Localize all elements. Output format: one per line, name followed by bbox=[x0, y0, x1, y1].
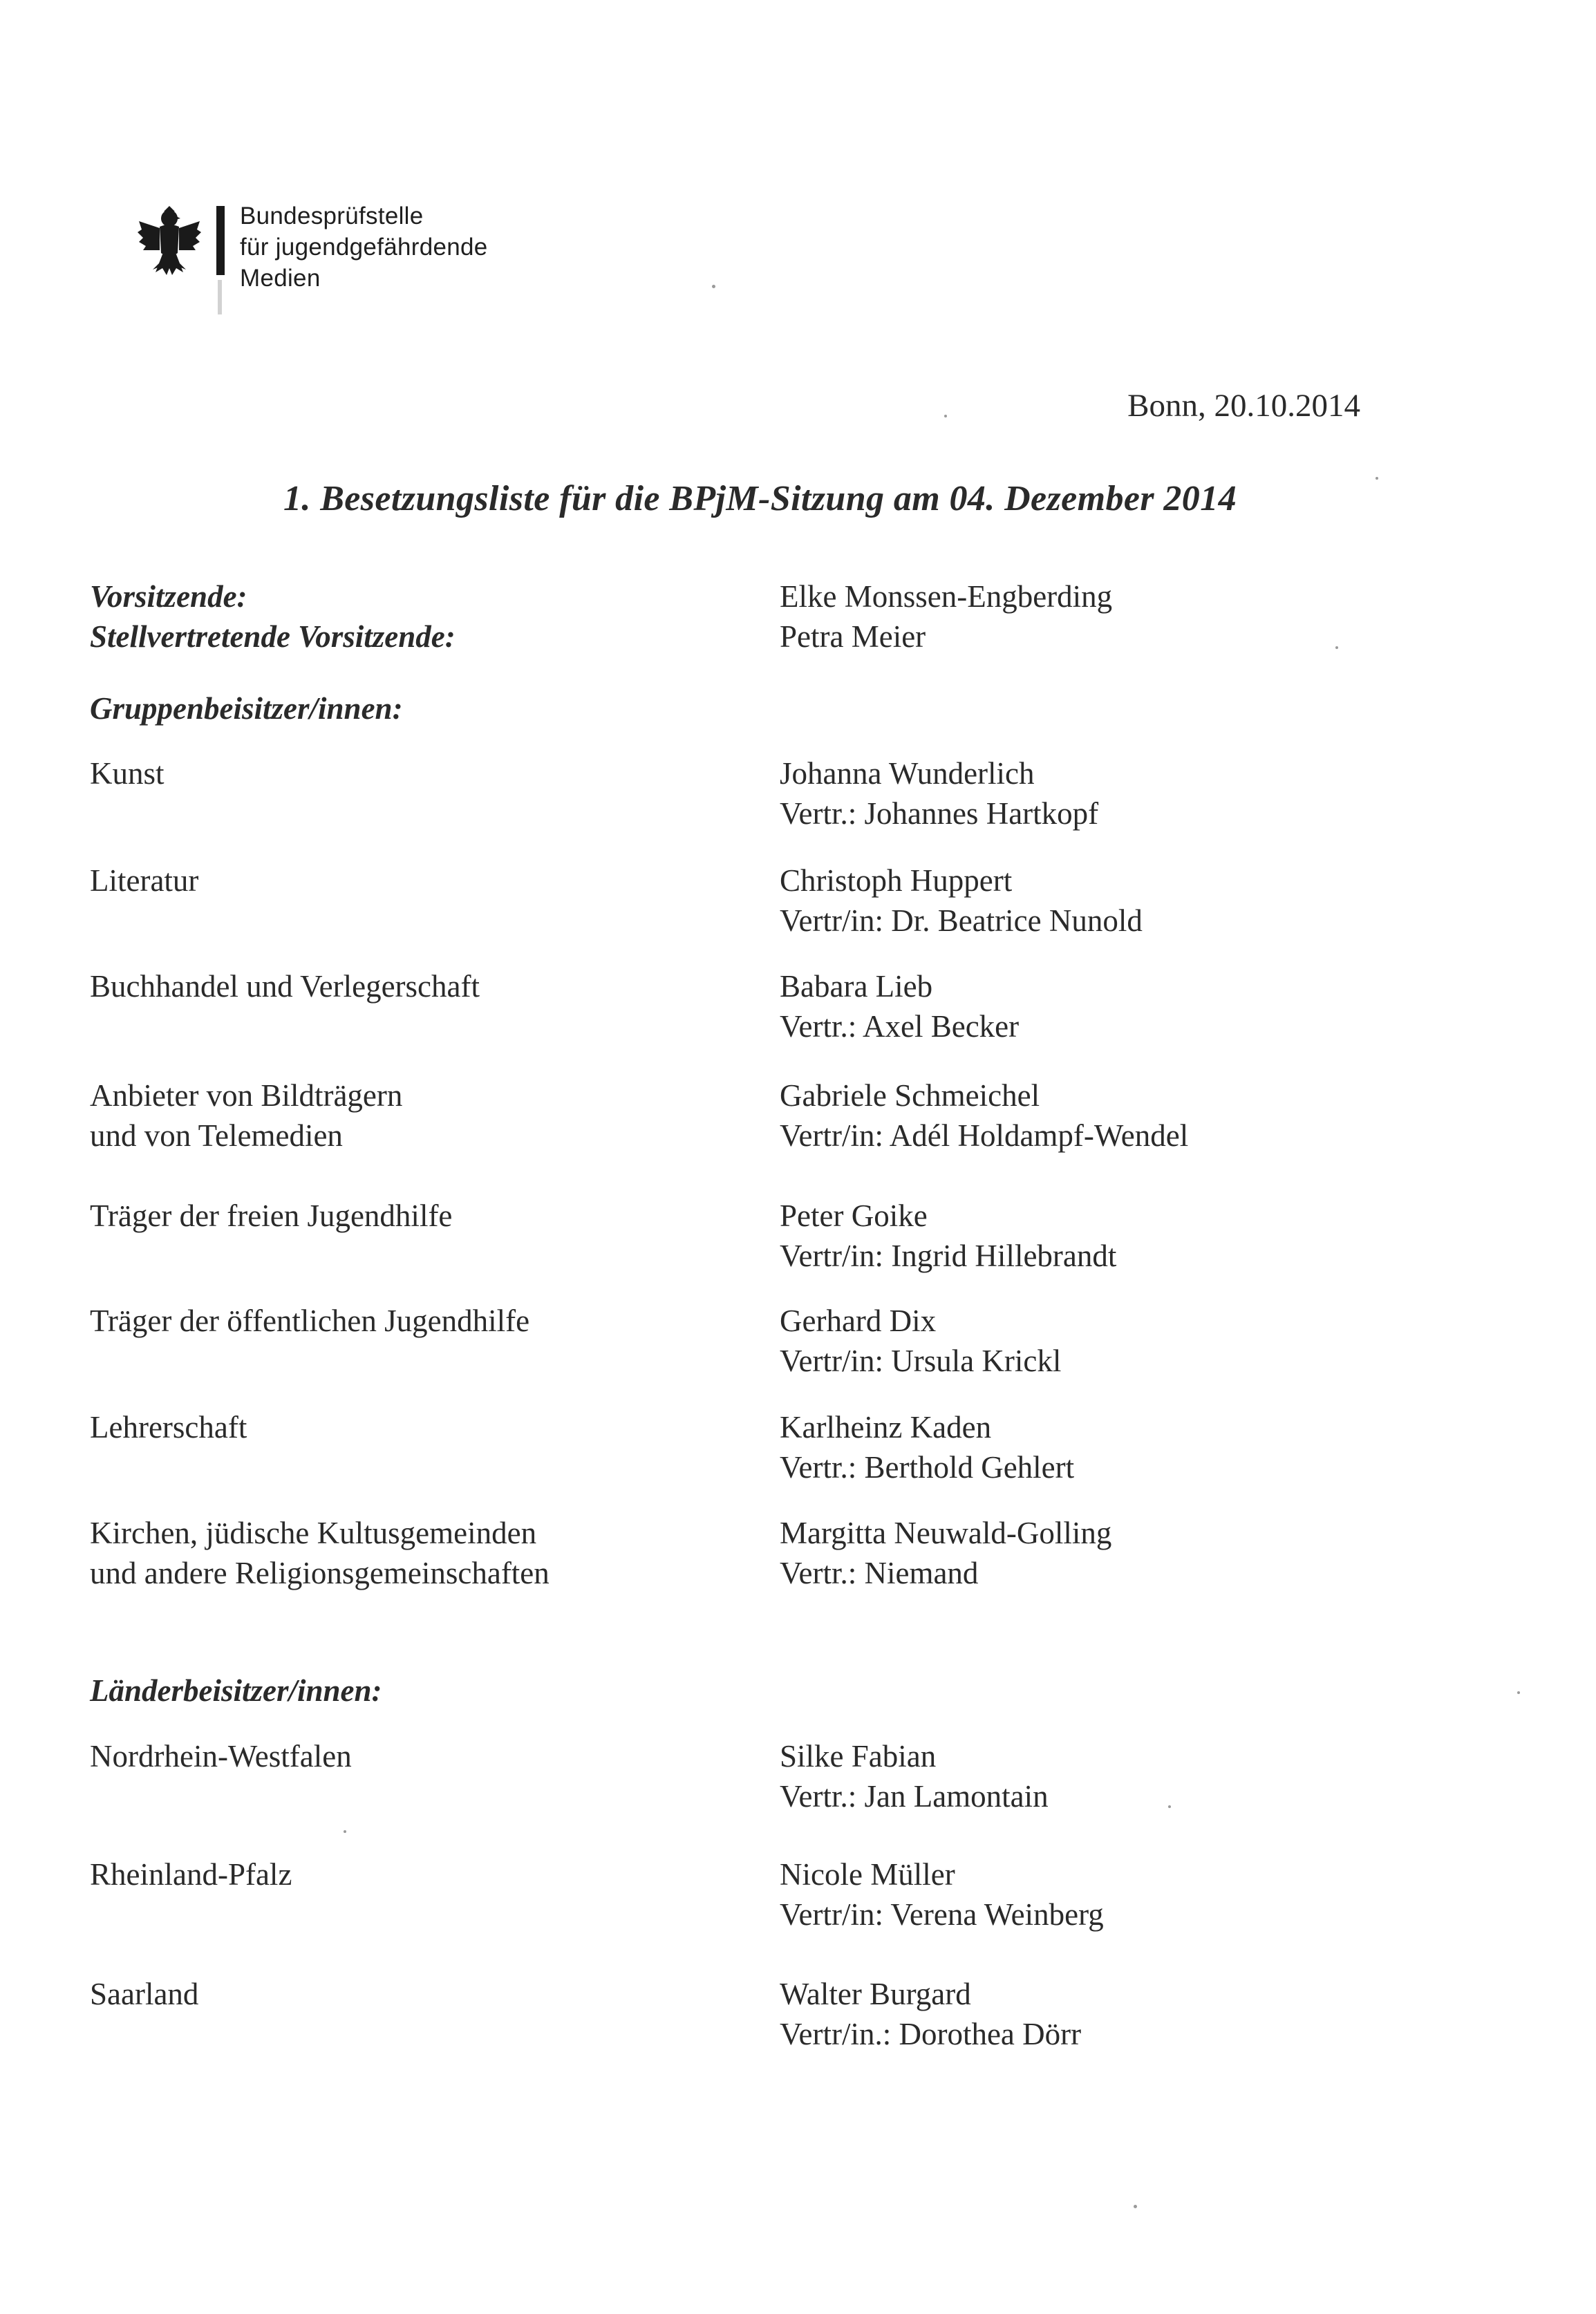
group-deputy: Vertr/in: Dr. Beatrice Nunold bbox=[780, 903, 1143, 938]
group-heading: Gruppenbeisitzer/innen: bbox=[90, 691, 403, 726]
group-category: Buchhandel und Verlegerschaft bbox=[90, 969, 480, 1004]
state-deputy: Vertr.: Jan Lamontain bbox=[780, 1779, 1049, 1814]
group-deputy: Vertr.: Berthold Gehlert bbox=[780, 1450, 1075, 1485]
group-member: Peter Goike bbox=[780, 1198, 928, 1233]
scan-speck bbox=[1376, 477, 1378, 480]
group-member: Johanna Wunderlich bbox=[780, 756, 1035, 791]
group-category: Literatur bbox=[90, 863, 199, 898]
state-name: Rheinland-Pfalz bbox=[90, 1857, 292, 1892]
state-member: Silke Fabian bbox=[780, 1739, 937, 1774]
group-category: und andere Religionsgemeinschaften bbox=[90, 1556, 550, 1590]
scan-speck bbox=[1335, 646, 1338, 649]
group-deputy: Vertr.: Niemand bbox=[780, 1556, 979, 1590]
group-category: Kunst bbox=[90, 756, 165, 791]
agency-name bbox=[240, 200, 488, 294]
group-member: Gerhard Dix bbox=[780, 1304, 937, 1338]
group-category: Anbieter von Bildträgern bbox=[90, 1078, 403, 1113]
state-name: Saarland bbox=[90, 1977, 199, 2011]
group-deputy: Vertr/in: Ingrid Hillebrandt bbox=[780, 1239, 1117, 1273]
group-member: Gabriele Schmeichel bbox=[780, 1078, 1040, 1113]
deputy-chair-label: Stellvertretende Vorsitzende: bbox=[90, 619, 456, 654]
group-member: Christoph Huppert bbox=[780, 863, 1013, 898]
group-deputy: Vertr/in: Ursula Krickl bbox=[780, 1344, 1062, 1378]
state-member: Walter Burgard bbox=[780, 1977, 971, 2011]
group-category: Lehrerschaft bbox=[90, 1410, 247, 1445]
state-deputy: Vertr/in: Verena Weinberg bbox=[780, 1897, 1104, 1932]
state-deputy: Vertr/in.: Dorothea Dörr bbox=[780, 2017, 1082, 2051]
agency-name-line: für jugendgefährdende bbox=[240, 234, 488, 261]
chair-label: Vorsitzende: bbox=[90, 579, 247, 614]
group-member: Karlheinz Kaden bbox=[780, 1410, 992, 1445]
state-member: Nicole Müller bbox=[780, 1857, 955, 1892]
group-category: Kirchen, jüdische Kultusgemeinden bbox=[90, 1516, 537, 1550]
document-date: Bonn, 20.10.2014 bbox=[1127, 388, 1360, 424]
group-deputy: Vertr.: Johannes Hartkopf bbox=[780, 796, 1099, 831]
scan-speck bbox=[1168, 1805, 1171, 1808]
state-heading: Länderbeisitzer/innen: bbox=[90, 1673, 382, 1708]
document-title: 1. Besetzungsliste für die BPjM-Sitzung am 04. Dezember 2014 bbox=[283, 479, 1237, 518]
agency-name-line: Medien bbox=[240, 265, 321, 292]
scan-speck bbox=[944, 415, 947, 417]
agency-logo bbox=[135, 200, 522, 339]
scan-speck bbox=[1517, 1691, 1520, 1694]
scan-speck bbox=[1134, 2205, 1137, 2208]
agency-name-line: Bundesprüfstelle bbox=[240, 203, 424, 229]
chair-name: Elke Monssen-Engberding bbox=[780, 579, 1113, 614]
group-category: Träger der öffentlichen Jugendhilfe bbox=[90, 1304, 530, 1338]
group-deputy: Vertr/in: Adél Holdampf-Wendel bbox=[780, 1118, 1189, 1153]
state-name: Nordrhein-Westfalen bbox=[90, 1739, 352, 1774]
federal-eagle-icon bbox=[135, 203, 204, 279]
deputy-chair-name: Petra Meier bbox=[780, 619, 926, 654]
logo-bar bbox=[216, 206, 225, 275]
group-category: und von Telemedien bbox=[90, 1118, 343, 1153]
group-deputy: Vertr.: Axel Becker bbox=[780, 1009, 1020, 1044]
scan-speck bbox=[712, 285, 715, 288]
scan-speck bbox=[344, 1830, 346, 1833]
logo-bar-accent bbox=[218, 280, 222, 314]
group-member: Babara Lieb bbox=[780, 969, 933, 1004]
group-member: Margitta Neuwald-Golling bbox=[780, 1516, 1112, 1550]
group-category: Träger der freien Jugendhilfe bbox=[90, 1198, 453, 1233]
